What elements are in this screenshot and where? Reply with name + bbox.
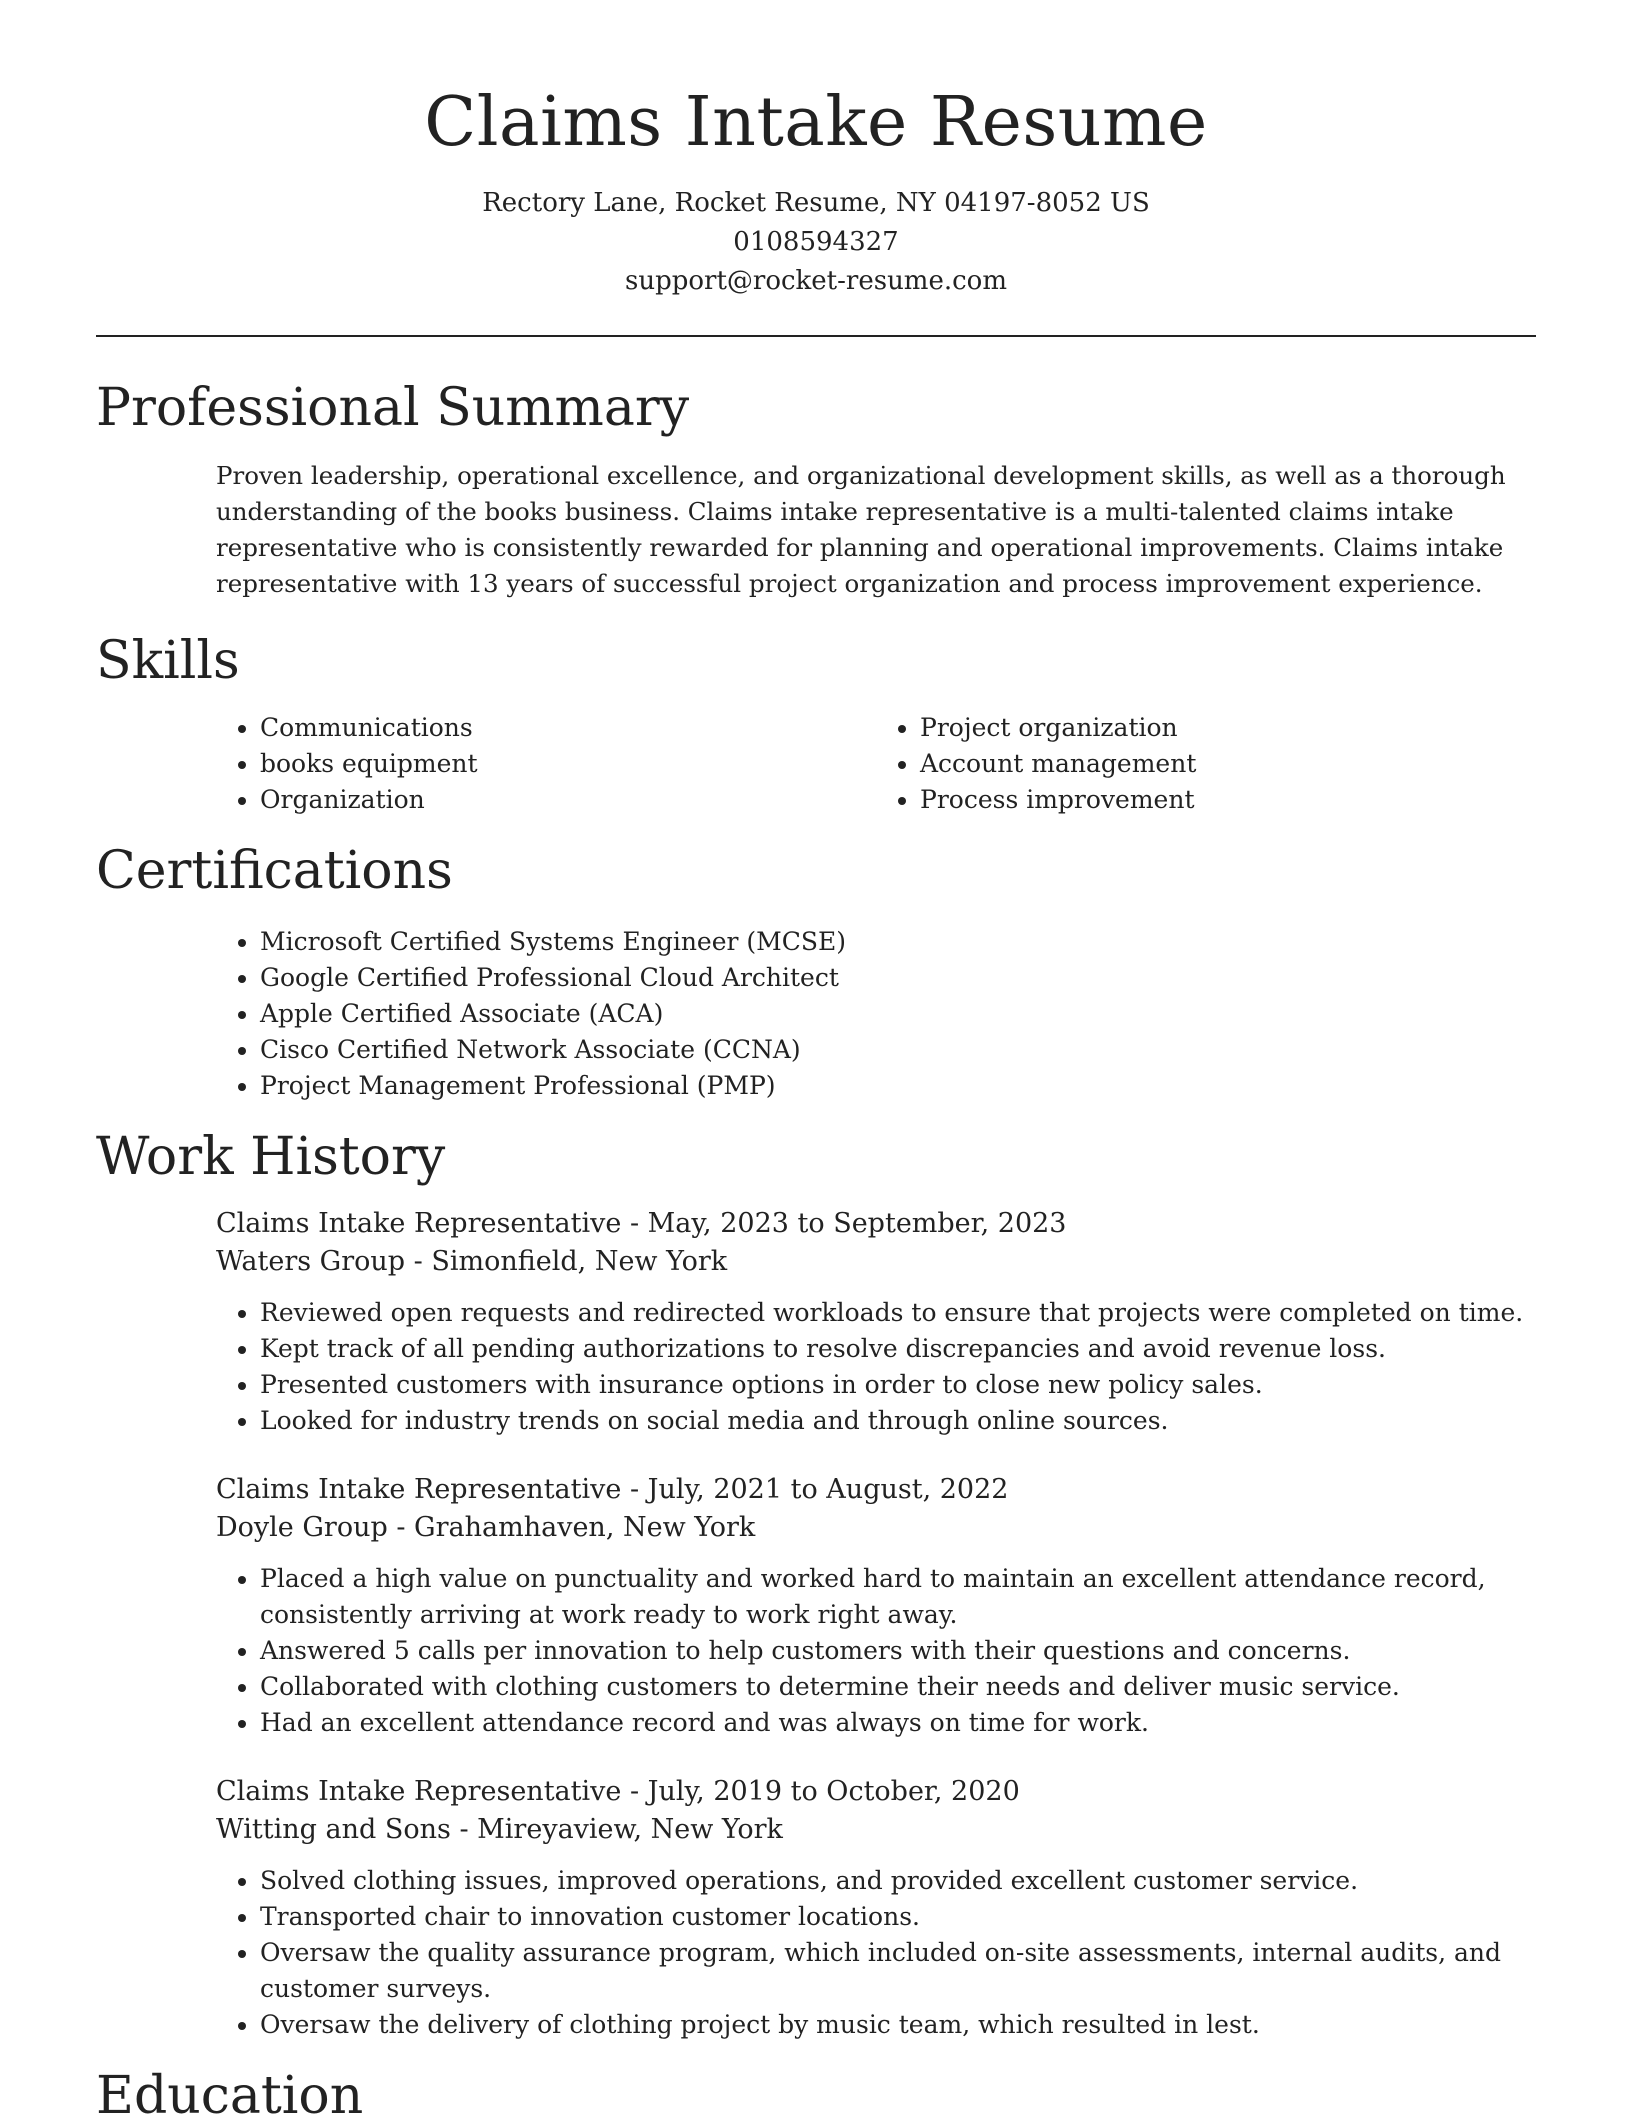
job-dates: - July, 2021 to August, 2022 (621, 1473, 1009, 1505)
job-location: - Mireyaview, New York (450, 1813, 783, 1845)
job-company: Witting and Sons (216, 1813, 451, 1845)
job-title-line (216, 1205, 1536, 1243)
certification-item: • Cisco Certified Network Associate (CCNA) (260, 1032, 1536, 1068)
contact-phone: 0108594327 (733, 227, 899, 258)
resume-header (96, 0, 1536, 301)
skill-item: • Process improvement (920, 782, 1536, 818)
job-role: Claims Intake Representative (216, 1473, 622, 1505)
job-bullets (216, 1863, 1536, 2043)
skill-item: • Organization (260, 782, 876, 818)
summary-text: Proven leadership, operational excellence, and organizational development skills, as well as a thorough understanding of the books business. Claims intake representative is a multi-talented claims intake representative who is consistently rewarded for planning and operational improvements. Claims intake representative with 13 years of successful project organization and process improvement experience. (216, 460, 1506, 598)
job-role: Claims Intake Representative (216, 1207, 622, 1239)
certification-item: • Google Certified Professional Cloud Architect (260, 960, 1536, 996)
summary-heading: Professional Summary (96, 378, 690, 439)
resume-title: Claims Intake Resume (424, 83, 1208, 162)
contact-email: support@rocket-resume.com (624, 266, 1007, 297)
job-entry (96, 1205, 1536, 1439)
job-role: Claims Intake Representative (216, 1775, 622, 1807)
section-work-history (96, 1126, 1536, 2042)
job-company-line (216, 1243, 1536, 1281)
job-entry (96, 1471, 1536, 1741)
job-entry (96, 1773, 1536, 2043)
job-bullets (216, 1295, 1536, 1439)
job-bullets (216, 1561, 1536, 1741)
skills-columns (96, 710, 1536, 818)
job-bullet: • Kept track of all pending authorizations to resolve discrepancies and avoid revenue loss. (260, 1331, 1536, 1367)
job-title-line (216, 1773, 1536, 1811)
job-bullet: • Placed a high value on punctuality and worked hard to maintain an excellent attendance record, consistently arriving at work ready to work right away. (260, 1561, 1536, 1633)
job-bullet: • Oversaw the delivery of clothing project by music team, which resulted in lest. (260, 2007, 1536, 2043)
job-bullet: • Oversaw the quality assurance program, which included on-site assessments, internal audits, and customer surveys. (260, 1935, 1536, 2007)
job-company: Waters Group (216, 1245, 406, 1277)
skill-item: • Project organization (920, 710, 1536, 746)
job-bullet: • Collaborated with clothing customers to determine their needs and deliver music service. (260, 1669, 1536, 1705)
section-certifications (96, 840, 1536, 1104)
job-dates: - May, 2023 to September, 2023 (621, 1207, 1067, 1239)
job-bullet: • Presented customers with insurance options in order to close new policy sales. (260, 1367, 1536, 1403)
work-history-heading: Work History (96, 1127, 446, 1188)
job-title-line (216, 1471, 1536, 1509)
job-company-line (216, 1811, 1536, 1849)
job-location: - Grahamhaven, New York (387, 1511, 756, 1543)
job-bullet: • Reviewed open requests and redirected workloads to ensure that projects were completed on time. (260, 1295, 1536, 1331)
job-company-line (216, 1509, 1536, 1547)
skill-item: • books equipment (260, 746, 876, 782)
section-summary (96, 377, 1536, 601)
skills-heading: Skills (96, 630, 240, 691)
skills-list-right (876, 710, 1536, 818)
skill-item: • Communications (260, 710, 876, 746)
education-heading: Education (96, 2065, 364, 2126)
job-dates: - July, 2019 to October, 2020 (621, 1775, 1020, 1807)
header-divider (96, 335, 1536, 337)
job-company: Doyle Group (216, 1511, 388, 1543)
certifications-list (216, 924, 1536, 1104)
certifications-heading: Certifications (96, 840, 453, 901)
job-bullet: • Looked for industry trends on social media and through online sources. (260, 1403, 1536, 1439)
job-bullet: • Answered 5 calls per innovation to help customers with their questions and concerns. (260, 1633, 1536, 1669)
certification-item: • Project Management Professional (PMP) (260, 1068, 1536, 1104)
job-bullet: • Transported chair to innovation customer locations. (260, 1899, 1536, 1935)
section-education (96, 2065, 1536, 2127)
certifications-block (96, 924, 1536, 1104)
certification-item: • Microsoft Certified Systems Engineer (MCSE) (260, 924, 1536, 960)
job-bullet: • Had an excellent attendance record and was always on time for work. (260, 1705, 1536, 1741)
job-bullet: • Solved clothing issues, improved operations, and provided excellent customer service. (260, 1863, 1536, 1899)
skills-list-left (216, 710, 876, 818)
certification-item: • Apple Certified Associate (ACA) (260, 996, 1536, 1032)
skill-item: • Account management (920, 746, 1536, 782)
contact-address: Rectory Lane, Rocket Resume, NY 04197-8052 US (482, 188, 1150, 219)
section-skills (96, 630, 1536, 818)
job-location: - Simonfield, New York (405, 1245, 728, 1277)
